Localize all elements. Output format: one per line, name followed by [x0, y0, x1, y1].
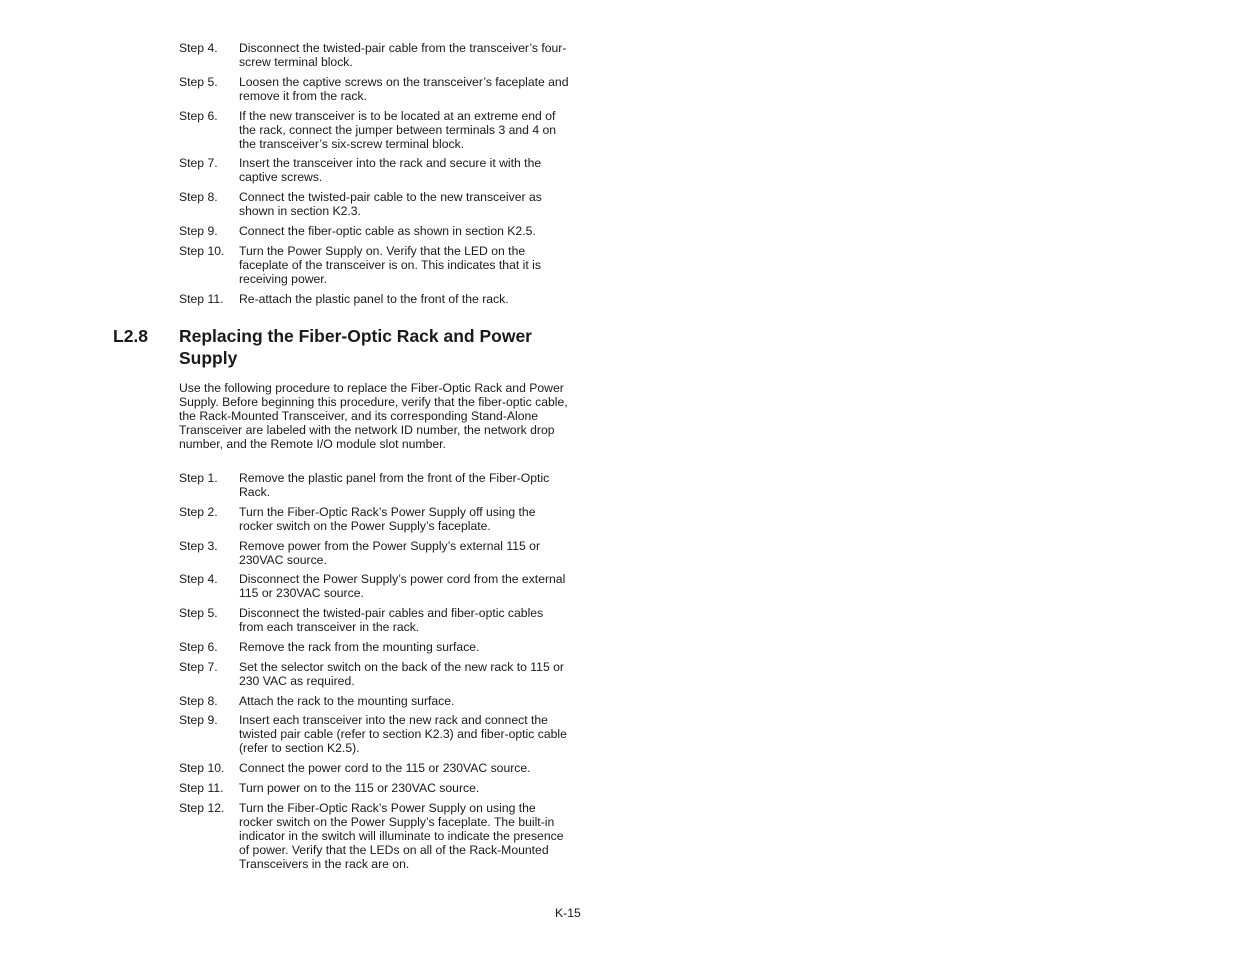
step-text: Connect the power cord to the 115 or 230VAC source. [239, 761, 531, 776]
step-label: Step 9. [179, 223, 218, 238]
step-label: Step 10. [179, 761, 225, 776]
section-intro-paragraph: Use the following procedure to replace the Fiber-Optic Rack and Power Supply. Before beginning this procedure, verify that the fiber-optic cable, the Rack-Mounted Transceiver, and its corresponding Stand-Alone Transceiver are labeled with the network ID number, the network drop number, and the Remote I/O module slot number. [179, 381, 568, 451]
step-label: Step 7. [179, 156, 218, 171]
step-text: Disconnect the Power Supply’s power cord from the external 115 or 230VAC source. [239, 572, 566, 601]
page-number: K-15 [555, 906, 581, 920]
step-text: Turn the Fiber-Optic Rack’s Power Supply on using the rocker switch on the Power Supply’s faceplate. The built-in indicator in the switch will illuminate to indicate the presence of power. Verify that the LEDs on all of the Rack-Mounted Transceivers in the rack are on. [239, 800, 564, 871]
step-text: Set the selector switch on the back of the new rack to 115 or 230 VAC as required. [239, 659, 564, 688]
step-text: Remove the rack from the mounting surface. [239, 639, 480, 654]
step-item [179, 640, 569, 654]
step-item [179, 75, 569, 103]
step-item [179, 761, 569, 775]
step-label: Step 9. [179, 713, 218, 728]
step-text: Remove power from the Power Supply’s external 115 or 230VAC source. [239, 538, 540, 567]
step-item [179, 292, 569, 306]
step-item [179, 606, 569, 634]
step-text: Insert the transceiver into the rack and secure it with the captive screws. [239, 156, 542, 185]
step-text: Disconnect the twisted-pair cables and fiber-optic cables from each transceiver in the rack. [239, 606, 544, 635]
step-text: Loosen the captive screws on the transceiver’s faceplate and remove it from the rack. [239, 74, 569, 103]
step-item [179, 660, 569, 688]
step-text: Remove the plastic panel from the front of the Fiber-Optic Rack. [239, 471, 550, 499]
procedure-steps-continued [179, 41, 569, 311]
step-label: Step 5. [179, 74, 218, 89]
step-item [179, 539, 569, 567]
step-label: Step 6. [179, 639, 218, 654]
step-item [179, 505, 569, 533]
step-label: Step 5. [179, 606, 218, 621]
step-text: Attach the rack to the mounting surface. [239, 693, 455, 708]
step-text: Disconnect the twisted-pair cable from the transceiver’s four-screw terminal block. [239, 41, 567, 69]
step-text: Turn the Power Supply on. Verify that the LED on the faceplate of the transceiver is on. This indicates that it is receiving power. [239, 243, 541, 286]
step-item [179, 190, 569, 218]
step-label: Step 10. [179, 243, 225, 258]
step-label: Step 3. [179, 538, 218, 553]
step-label: Step 2. [179, 504, 218, 519]
step-text: Turn the Fiber-Optic Rack’s Power Supply off using the rocker switch on the Power Supply’s faceplate. [239, 504, 536, 533]
step-item [179, 224, 569, 238]
step-item [179, 156, 569, 184]
step-text: Connect the fiber-optic cable as shown in section K2.5. [239, 223, 536, 238]
step-item [179, 41, 569, 69]
step-label: Step 4. [179, 41, 218, 55]
step-item [179, 713, 569, 755]
step-text: If the new transceiver is to be located at an extreme end of the rack, connect the jumper between terminals 3 and 4 on the transceiver’s six-screw terminal block. [239, 108, 557, 151]
step-item [179, 801, 569, 871]
step-label: Step 8. [179, 693, 218, 708]
section-title: Replacing the Fiber-Optic Rack and Power Supply [179, 326, 532, 368]
step-item [179, 781, 569, 795]
step-item [179, 244, 569, 286]
step-item [179, 572, 569, 600]
step-label: Step 6. [179, 108, 218, 123]
step-label: Step 8. [179, 190, 218, 205]
step-label: Step 4. [179, 572, 218, 587]
step-label: Step 11. [179, 780, 224, 795]
step-text: Connect the twisted-pair cable to the new transceiver as shown in section K2.3. [239, 190, 542, 219]
procedure-steps [179, 471, 569, 877]
section-number: L2.8 [113, 326, 149, 346]
step-label: Step 11. [179, 291, 224, 306]
step-item [179, 109, 569, 151]
step-label: Step 1. [179, 471, 218, 485]
step-text: Re-attach the plastic panel to the front of the rack. [239, 291, 509, 306]
step-text: Insert each transceiver into the new rack and connect the twisted pair cable (refer to section K2.3) and fiber-optic cable (refer to section K2.5). [239, 713, 567, 756]
step-text: Turn power on to the 115 or 230VAC source. [239, 780, 480, 795]
step-label: Step 7. [179, 659, 218, 674]
step-label: Step 12. [179, 800, 225, 815]
step-item [179, 471, 569, 499]
step-item [179, 694, 569, 708]
